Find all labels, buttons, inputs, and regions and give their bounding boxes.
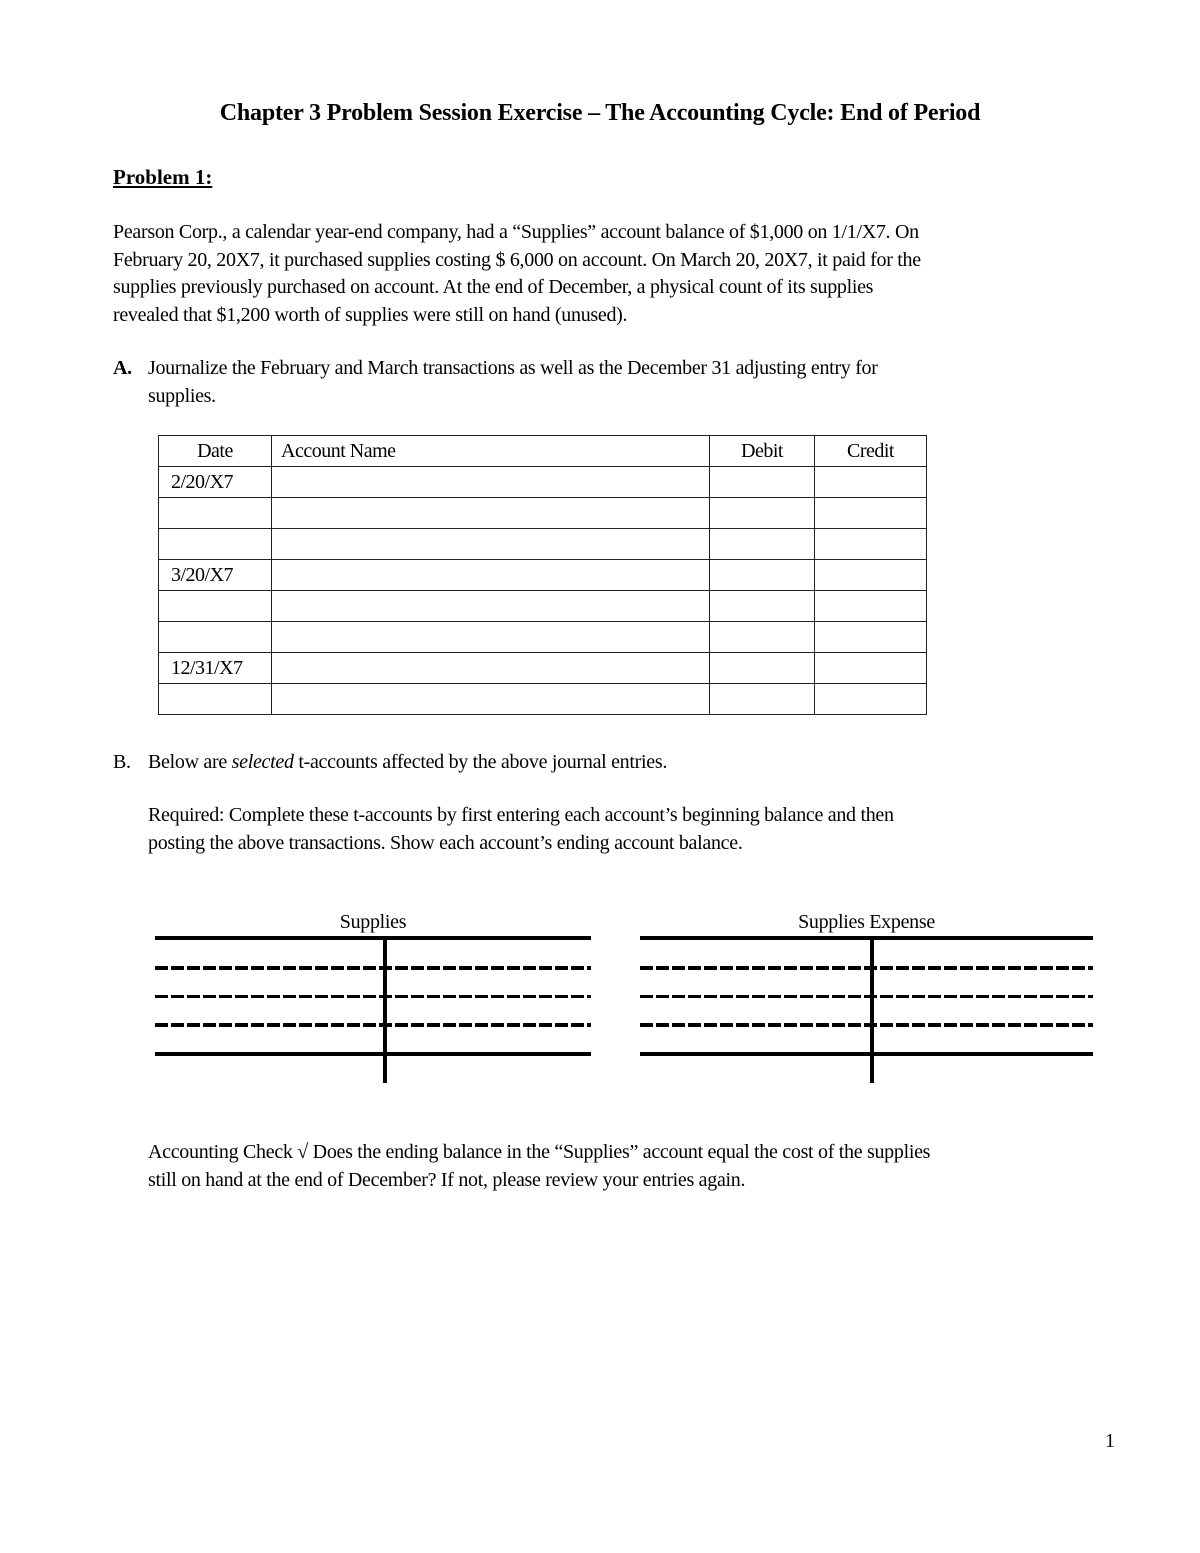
credit-cell[interactable] <box>815 498 927 529</box>
t-account-entry-line[interactable] <box>640 995 1093 998</box>
table-row <box>159 622 927 653</box>
t-account-supplies <box>155 911 591 1086</box>
header-account-name: Account Name <box>272 436 710 467</box>
part-a-line: Journalize the February and March transactions as well as the December 31 adjusting entry for <box>148 357 878 379</box>
table-row <box>159 498 927 529</box>
credit-cell[interactable] <box>815 622 927 653</box>
account-cell[interactable] <box>272 498 710 529</box>
part-b-instructions <box>113 749 1113 869</box>
debit-cell[interactable] <box>710 622 815 653</box>
part-b-line-prefix: Below are <box>148 751 232 773</box>
account-cell[interactable] <box>272 622 710 653</box>
t-account-title: Supplies Expense <box>798 911 935 933</box>
intro-line: revealed that $1,200 worth of supplies were still on hand (unused). <box>113 303 628 326</box>
account-cell[interactable] <box>272 467 710 498</box>
t-account-top-rule <box>155 936 591 940</box>
t-account-entry-line[interactable] <box>640 1023 1093 1027</box>
date-cell <box>159 591 272 622</box>
t-account-top-rule <box>640 936 1093 940</box>
part-a-instructions <box>113 355 1113 415</box>
accounting-check <box>148 1139 930 1194</box>
credit-cell[interactable] <box>815 684 927 715</box>
debit-cell[interactable] <box>710 591 815 622</box>
intro-line: Pearson Corp., a calendar year-end company, had a “Supplies” account balance of $1,000 on 1/1/X7. On <box>113 221 919 243</box>
table-row <box>159 653 927 684</box>
date-cell: 3/20/X7 <box>159 560 272 591</box>
table-row <box>159 529 927 560</box>
part-b-line <box>148 749 667 777</box>
intro-line: supplies previously purchased on account. At the end of December, a physical count of its supplies <box>113 276 874 298</box>
date-cell <box>159 684 272 715</box>
t-account-entry-line[interactable] <box>640 966 1093 970</box>
t-account-supplies-expense <box>640 911 1093 1086</box>
accounting-check-line: still on hand at the end of December? If not, please review your entries again. <box>148 1168 746 1191</box>
t-account-entry-line[interactable] <box>155 966 591 970</box>
debit-cell[interactable] <box>710 684 815 715</box>
page-number: 1 <box>1105 1430 1115 1452</box>
part-a-label: A. <box>113 357 132 379</box>
account-cell[interactable] <box>272 591 710 622</box>
part-a-line: supplies. <box>148 384 216 407</box>
part-b-emphasis: selected <box>231 751 294 773</box>
header-date: Date <box>159 436 272 467</box>
t-account-divider <box>383 938 387 1083</box>
t-account-title: Supplies <box>339 911 407 933</box>
credit-cell[interactable] <box>815 560 927 591</box>
table-row <box>159 684 927 715</box>
required-line: posting the above transactions. Show each account’s ending account balance. <box>148 831 743 854</box>
header-credit: Credit <box>815 436 927 467</box>
debit-cell[interactable] <box>710 529 815 560</box>
credit-cell[interactable] <box>815 591 927 622</box>
date-cell: 12/31/X7 <box>159 653 272 684</box>
part-b-line-suffix: t-accounts affected by the above journal entries. <box>293 751 668 773</box>
debit-cell[interactable] <box>710 467 815 498</box>
journal-entry-table <box>158 435 927 715</box>
account-cell[interactable] <box>272 684 710 715</box>
debit-cell[interactable] <box>710 498 815 529</box>
account-cell[interactable] <box>272 560 710 591</box>
t-account-divider <box>870 938 874 1083</box>
account-cell[interactable] <box>272 529 710 560</box>
credit-cell[interactable] <box>815 653 927 684</box>
t-account-entry-line[interactable] <box>155 1023 591 1027</box>
accounting-check-line: Accounting Check √ Does the ending balance in the “Supplies” account equal the cost of the supplies <box>148 1141 931 1163</box>
table-row <box>159 591 927 622</box>
date-cell <box>159 622 272 653</box>
part-b-label: B. <box>113 751 131 773</box>
t-account-balance-rule <box>640 1052 1093 1056</box>
account-cell[interactable] <box>272 653 710 684</box>
table-row <box>159 467 927 498</box>
required-line: Required: Complete these t-accounts by first entering each account’s beginning balance and then <box>148 804 894 826</box>
table-row <box>159 560 927 591</box>
problem-heading: Problem 1: <box>113 165 213 189</box>
table-header-row <box>159 436 927 467</box>
t-account-entry-line[interactable] <box>155 995 591 998</box>
credit-cell[interactable] <box>815 467 927 498</box>
document-title: Chapter 3 Problem Session Exercise – The Accounting Cycle: End of Period <box>219 100 981 126</box>
header-debit: Debit <box>710 436 815 467</box>
date-cell <box>159 529 272 560</box>
debit-cell[interactable] <box>710 653 815 684</box>
credit-cell[interactable] <box>815 529 927 560</box>
date-cell <box>159 498 272 529</box>
debit-cell[interactable] <box>710 560 815 591</box>
problem-intro <box>113 219 1113 329</box>
t-account-balance-rule <box>155 1052 591 1056</box>
date-cell: 2/20/X7 <box>159 467 272 498</box>
intro-line: February 20, 20X7, it purchased supplies costing $ 6,000 on account. On March 20, 20X7, it paid for the <box>113 248 921 271</box>
